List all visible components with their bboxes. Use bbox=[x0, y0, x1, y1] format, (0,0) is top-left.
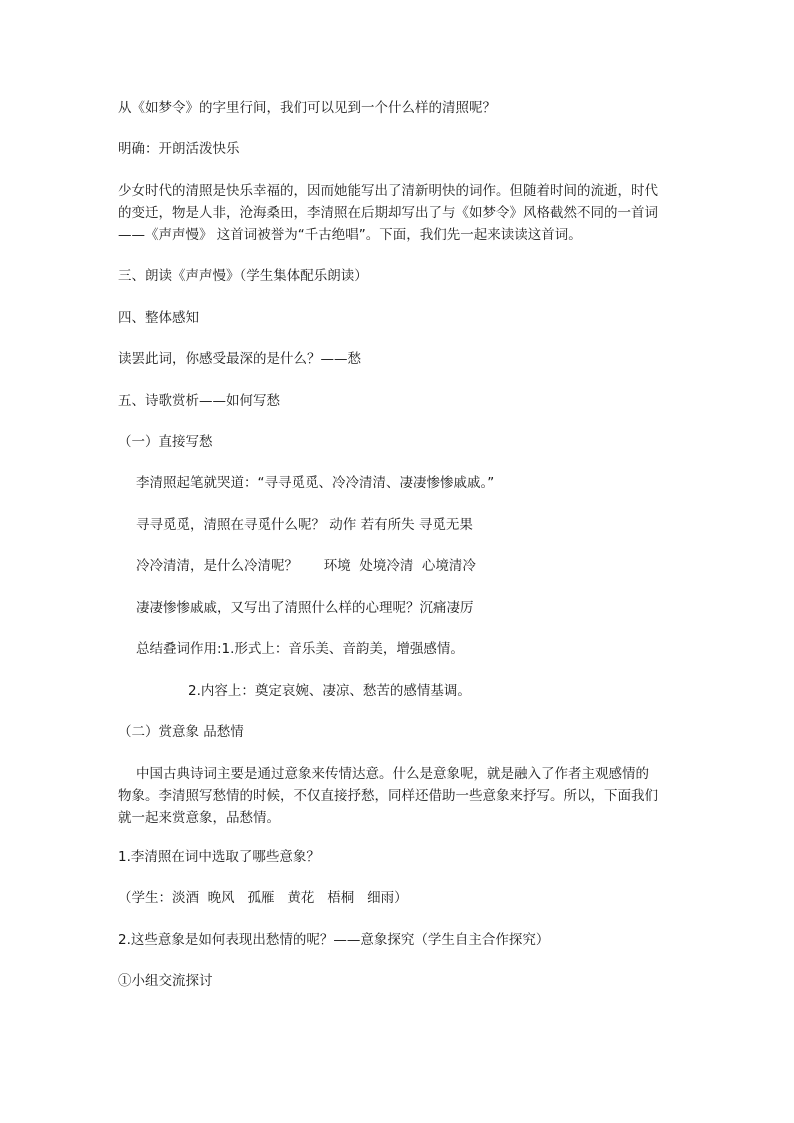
analysis-qiqi: 凄凄惨惨戚戚，又写出了清照什么样的心理呢？沉痛凄厉 bbox=[136, 600, 474, 616]
answer-1: （学生：淡酒 晚风 孤雁 黄花 梧桐 细雨） bbox=[118, 890, 408, 906]
analysis-xunxun: 寻寻觅觅，清照在寻觅什么呢？ 动作 若有所失 寻觅无果 bbox=[136, 517, 473, 533]
section-4-heading: 四、整体感知 bbox=[118, 310, 199, 326]
paragraph-youth-line-2: 的变迁，物是人非，沧海桑田，李清照在后期却写出了与《如梦令》风格截然不同的一首词 bbox=[118, 205, 658, 221]
analysis-lengleng: 冷冷清清，是什么冷清呢？ 环境 处境冷清 心境清冷 bbox=[136, 558, 476, 574]
section-5-heading: 五、诗歌赏析——如何写愁 bbox=[118, 393, 280, 409]
clarification: 明确：开朗活泼快乐 bbox=[118, 141, 240, 157]
summary-content: 2.内容上：奠定哀婉、凄凉、愁苦的感情基调。 bbox=[188, 683, 471, 699]
question-1: 1.李清照在词中选取了哪些意象？ bbox=[118, 849, 320, 865]
paragraph-youth-line-1: 少女时代的清照是快乐幸福的，因而她能写出了清新明快的词作。但随着时间的流逝，时代 bbox=[118, 183, 658, 199]
question-feeling: 读罢此词，你感受最深的是什么？——愁 bbox=[118, 351, 361, 367]
paragraph-imagery-line-3: 就一起来赏意象，品愁情。 bbox=[118, 810, 280, 826]
subsection-2-heading: （二）赏意象 品愁情 bbox=[118, 724, 244, 740]
section-3-heading: 三、朗读《声声慢》（学生集体配乐朗读） bbox=[118, 268, 368, 284]
step-1: ①小组交流探讨 bbox=[118, 973, 213, 989]
subsection-1-heading: （一）直接写愁 bbox=[118, 434, 213, 450]
paragraph-imagery-line-2: 物象。李清照写愁情的时候，不仅直接抒愁，同样还借助一些意象来抒写。所以，下面我们 bbox=[118, 788, 658, 804]
paragraph-imagery-line-1: 中国古典诗词主要是通过意象来传情达意。什么是意象呢，就是融入了作者主观感情的 bbox=[136, 766, 649, 782]
summary-form: 总结叠词作用:1.形式上：音乐美、音韵美，增强感情。 bbox=[136, 641, 464, 657]
question-rumengling: 从《如梦令》的字里行间，我们可以见到一个什么样的清照呢？ bbox=[118, 100, 496, 116]
question-2: 2.这些意象是如何表现出愁情的呢？——意象探究（学生自主合作探究） bbox=[118, 932, 550, 948]
paragraph-youth-line-3: ——《声声慢》 这首词被誉为“千古绝唱”。下面，我们先一起来读读这首词。 bbox=[118, 227, 582, 243]
opening-quote: 李清照起笔就哭道：“寻寻觅觅、冷冷清清、凄凄惨惨戚戚。” bbox=[136, 475, 495, 491]
